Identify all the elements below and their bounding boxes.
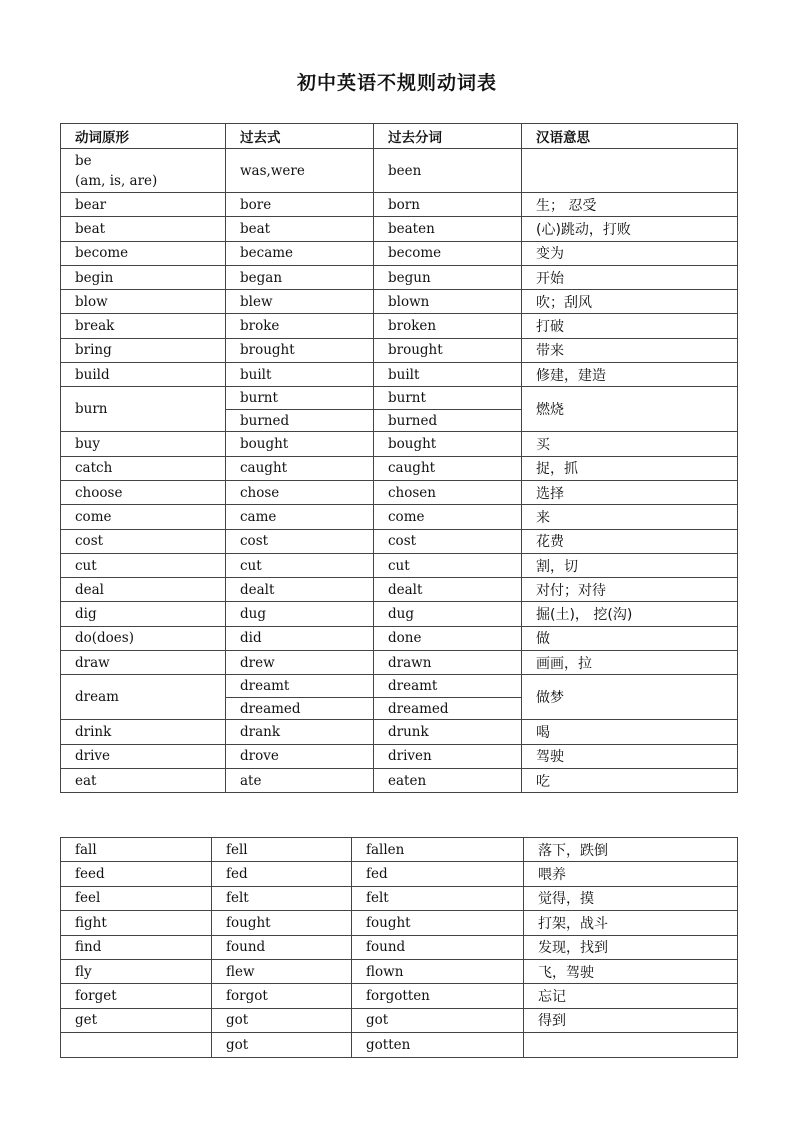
table-row [61,241,738,265]
base-cell: fly [61,959,212,983]
pp-cell: eaten [374,768,522,792]
meaning-cell: 花费 [522,529,738,553]
past-cell: dug [226,602,374,626]
table-row [61,265,738,289]
meaning-cell [522,149,738,193]
verb-table-1 [60,123,738,793]
past-cell: got [212,1033,352,1057]
pp-cell: dreamed [374,697,522,720]
table-row [61,768,738,792]
pp-cell: drawn [374,651,522,675]
past-cell: cut [226,553,374,577]
past-cell: drank [226,720,374,744]
meaning-cell: 变为 [522,241,738,265]
table-row [61,1008,738,1032]
past-cell: blew [226,290,374,314]
table-row [61,387,738,410]
base-cell: forget [61,984,212,1008]
past-cell: forgot [212,984,352,1008]
past-cell: bore [226,193,374,217]
past-cell: built [226,363,374,387]
meaning-cell: 选择 [522,480,738,504]
table-row [61,505,738,529]
meaning-cell: 驾驶 [522,744,738,768]
past-cell: cost [226,529,374,553]
past-cell: was,were [226,149,374,193]
past-cell: chose [226,480,374,504]
base-cell: find [61,935,212,959]
meaning-cell: 忘记 [524,984,738,1008]
meaning-cell: 发现，找到 [524,935,738,959]
pp-cell: fought [352,911,524,935]
table-row [61,720,738,744]
past-cell: broke [226,314,374,338]
table-row [61,626,738,650]
past-cell: dealt [226,578,374,602]
meaning-cell: 买 [522,432,738,456]
past-cell: found [212,935,352,959]
meaning-cell: 捉，抓 [522,456,738,480]
table-row [61,290,738,314]
past-cell: drew [226,651,374,675]
table-row [61,744,738,768]
base-cell: catch [61,456,226,480]
meaning-cell: 带来 [522,338,738,362]
past-cell: dreamt [226,675,374,698]
pp-cell: dealt [374,578,522,602]
meaning-cell: 喂养 [524,862,738,886]
past-cell: flew [212,959,352,983]
meaning-cell: 打架，战斗 [524,911,738,935]
meaning-cell: 得到 [524,1008,738,1032]
base-cell: cut [61,553,226,577]
meaning-cell [524,1033,738,1057]
table-row [61,338,738,362]
table-row [61,935,738,959]
pp-cell: dreamt [374,675,522,698]
pp-cell: found [352,935,524,959]
base-cell: dig [61,602,226,626]
meaning-cell: 生； 忍受 [522,193,738,217]
table-row [61,984,738,1008]
base-cell: dream [61,675,226,720]
meaning-cell: 打破 [522,314,738,338]
base-line1: be [75,152,92,169]
header-past: 过去式 [226,124,374,149]
meaning-cell: 吹；刮风 [522,290,738,314]
pp-cell: blown [374,290,522,314]
table-row [61,675,738,698]
base-cell: bring [61,338,226,362]
past-cell: caught [226,456,374,480]
pp-cell: broken [374,314,522,338]
base-cell: get [61,1008,212,1032]
table-row [61,363,738,387]
table-header-row [61,124,738,149]
pp-cell: born [374,193,522,217]
base-cell: fall [61,838,212,862]
past-cell: beat [226,217,374,241]
base-cell: blow [61,290,226,314]
table-row [61,838,738,862]
meaning-cell: 做 [522,626,738,650]
pp-cell: gotten [352,1033,524,1057]
table-row [61,959,738,983]
table-row [61,651,738,675]
base-cell: choose [61,480,226,504]
meaning-cell: 对付；对待 [522,578,738,602]
pp-cell: cost [374,529,522,553]
base-cell: drink [61,720,226,744]
base-cell [61,1033,212,1057]
past-cell: felt [212,886,352,910]
base-cell: drive [61,744,226,768]
pp-cell: begun [374,265,522,289]
pp-cell: brought [374,338,522,362]
pp-cell: burnt [374,387,522,410]
past-cell: fed [212,862,352,886]
pp-cell: burned [374,409,522,432]
table-row [61,432,738,456]
past-cell: became [226,241,374,265]
meaning-cell: 燃烧 [522,387,738,432]
past-cell: came [226,505,374,529]
pp-cell: built [374,363,522,387]
base-cell: fight [61,911,212,935]
page-title: 初中英语不规则动词表 [296,72,497,94]
past-cell: burnt [226,387,374,410]
table-row [61,886,738,910]
meaning-cell: 吃 [522,768,738,792]
meaning-cell: 落下，跌倒 [524,838,738,862]
base-cell: burn [61,387,226,432]
meaning-cell: 做梦 [522,675,738,720]
meaning-cell: 开始 [522,265,738,289]
meaning-cell: 割，切 [522,553,738,577]
base-cell: build [61,363,226,387]
past-cell: began [226,265,374,289]
table-row [61,193,738,217]
pp-cell: flown [352,959,524,983]
pp-cell: become [374,241,522,265]
meaning-cell: 画画，拉 [522,651,738,675]
pp-cell: felt [352,886,524,910]
base-cell: buy [61,432,226,456]
table-row [61,862,738,886]
table-row [61,578,738,602]
base-cell: begin [61,265,226,289]
base-cell: feed [61,862,212,886]
table-row [61,553,738,577]
meaning-cell: 喝 [522,720,738,744]
base-cell: beat [61,217,226,241]
past-cell: brought [226,338,374,362]
table-row [61,149,738,193]
past-cell: burned [226,409,374,432]
table-row [61,456,738,480]
past-cell: drove [226,744,374,768]
base-line2: (am, is, are) [75,172,158,189]
pp-cell: done [374,626,522,650]
base-cell: bear [61,193,226,217]
pp-cell: drunk [374,720,522,744]
pp-cell: dug [374,602,522,626]
pp-cell: got [352,1008,524,1032]
pp-cell: beaten [374,217,522,241]
base-cell: come [61,505,226,529]
pp-cell: cut [374,553,522,577]
past-cell: got [212,1008,352,1032]
pp-cell: chosen [374,480,522,504]
table-row [61,602,738,626]
base-cell: become [61,241,226,265]
past-cell: ate [226,768,374,792]
past-cell: bought [226,432,374,456]
pp-cell: fallen [352,838,524,862]
header-past-participle: 过去分词 [374,124,522,149]
base-cell: draw [61,651,226,675]
past-cell: did [226,626,374,650]
pp-cell: fed [352,862,524,886]
header-meaning: 汉语意思 [522,124,738,149]
meaning-cell: 飞，驾驶 [524,959,738,983]
meaning-cell: 来 [522,505,738,529]
base-cell: do(does) [61,626,226,650]
pp-cell: been [374,149,522,193]
base-cell: eat [61,768,226,792]
past-cell: fell [212,838,352,862]
past-cell: dreamed [226,697,374,720]
header-base: 动词原形 [61,124,226,149]
meaning-cell: 觉得，摸 [524,886,738,910]
base-cell: break [61,314,226,338]
table-row [61,1033,738,1057]
base-cell: cost [61,529,226,553]
pp-cell: forgotten [352,984,524,1008]
meaning-cell: (心)跳动，打败 [522,217,738,241]
base-cell: feel [61,886,212,910]
table-row [61,529,738,553]
meaning-cell: 掘(土)， 挖(沟) [522,602,738,626]
pp-cell: bought [374,432,522,456]
pp-cell: come [374,505,522,529]
meaning-cell: 修建，建造 [522,363,738,387]
table-row [61,480,738,504]
pp-cell: caught [374,456,522,480]
table-row [61,314,738,338]
verb-table-2 [60,837,738,1058]
pp-cell: driven [374,744,522,768]
past-cell: fought [212,911,352,935]
base-cell: deal [61,578,226,602]
table-row [61,217,738,241]
table-row [61,911,738,935]
base-cell [61,149,226,193]
